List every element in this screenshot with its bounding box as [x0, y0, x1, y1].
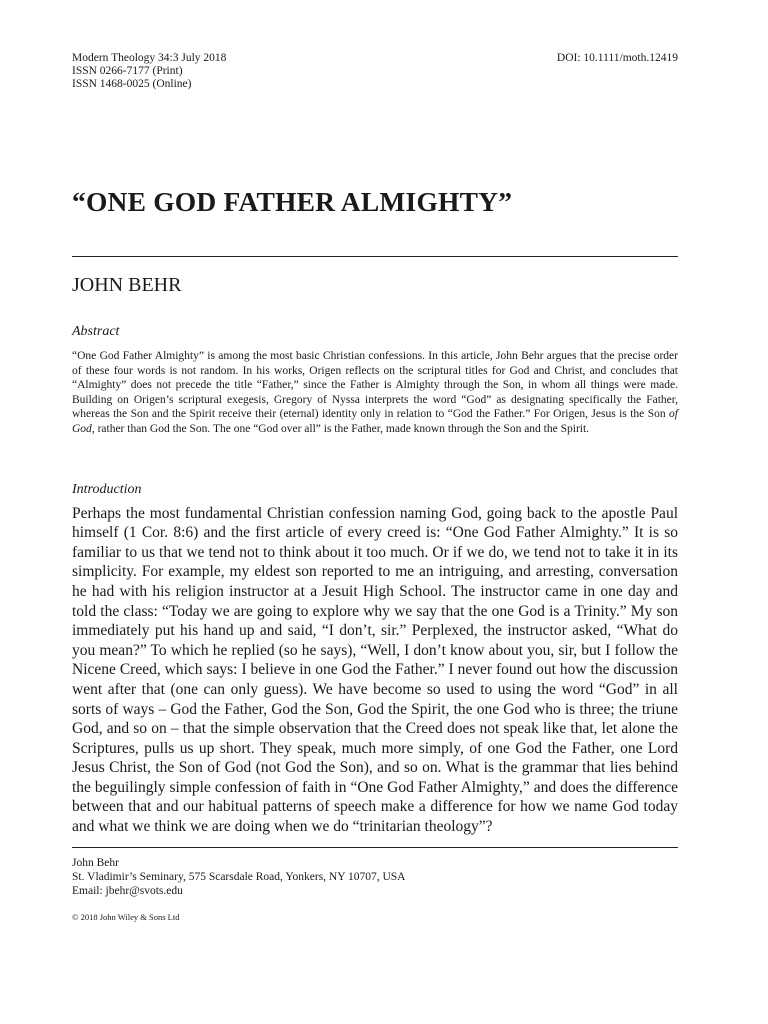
- abstract-heading: Abstract: [72, 324, 120, 339]
- affiliation-address: St. Vladimir’s Seminary, 575 Scarsdale Road, Yonkers, NY 10707, USA: [72, 870, 406, 883]
- copyright-notice: © 2018 John Wiley & Sons Ltd: [72, 911, 180, 922]
- journal-header: [72, 52, 678, 91]
- author-affiliation: [72, 856, 678, 898]
- article-title: “ONE GOD FATHER ALMIGHTY”: [72, 186, 513, 217]
- article-page: [72, 52, 678, 923]
- introduction-heading: Introduction: [72, 481, 142, 497]
- abstract-text-italic: of God: [72, 408, 678, 435]
- issn-online: ISSN 1468-0025 (Online): [72, 78, 192, 90]
- doi: DOI: 10.1111/moth.12419: [556, 52, 678, 64]
- footer-divider: [72, 847, 678, 848]
- issn-print: ISSN 0266-7177 (Print): [72, 65, 183, 77]
- journal-citation: Modern Theology 34:3 July 2018: [72, 52, 227, 64]
- abstract-text-part2: , rather than God the Son. The one “God over all” is the Father, made known through the Son and the Spirit.: [91, 422, 590, 435]
- affiliation-name: John Behr: [72, 856, 119, 869]
- author-name: JOHN BEHR: [72, 274, 182, 296]
- title-divider: [72, 256, 678, 257]
- abstract-text: [72, 349, 678, 437]
- introduction-text: Perhaps the most fundamental Christian confession naming God, going back to the apostle Paul himself (1 Cor. 8:6) and the first article of every creed is: “One God Father Almighty.” It is so familiar to us that we tend not to think about it too much. Or if we do, we tend not to take it in its simplicity. For example, my eldest son reported to me an intriguing, and arresting, conversation he had with his religion instructor at a Jesuit High School. The instructor came in one day and told the class: “Today we are going to explore why we say that the one God is a Trinity.” My son immediately put his hand up and said, “I don’t, sir.” Perplexed, the instructor asked, “What do you mean?” To which he replied (so he says), “Well, I don’t know about you, sir, but I follow the Nicene Creed, which says: I believe in one God the Father.” I never found out how the discussion went after that (one can only guess). We have become so used to using the word “God” in all sorts of ways – God the Father, God the Son, God the Spirit, the one God who is three; the triune God, and so on – that the simple observation that the Creed does not speak like that, let alone the Scriptures, pulls us up short. They speak, much more simply, of one God the Father, one Lord Jesus Christ, the Son of God (not God the Son), and so on. What is the grammar that lies behind the beguilingly simple confession of faith in “One God Father Almighty,” and does the difference between that and our habitual patterns of speech make a difference for how we name God today and what we think we are doing when we do “trinitarian theology”?: [72, 504, 678, 836]
- abstract-text-part1: “One God Father Almighty” is among the most basic Christian confessions. In this article, John Behr argues that the precise order of these four words is not random. In his works, Origen reflects on the scriptural titles for God and Christ, and concludes that “Almighty” does not precede the title “Father,” since the Father is Almighty through the Son, in whom all things were made. Building on Origen’s scriptural exegesis, Gregory of Nyssa interprets the word “God” as designating specifically the Father, whereas the Son and the Spirit receive their (eternal) identity only in relation to “God the Father.” For Origen, Jesus is the Son: [72, 350, 678, 421]
- affiliation-email: Email: jbehr@svots.edu: [72, 884, 183, 897]
- journal-info: [72, 52, 226, 91]
